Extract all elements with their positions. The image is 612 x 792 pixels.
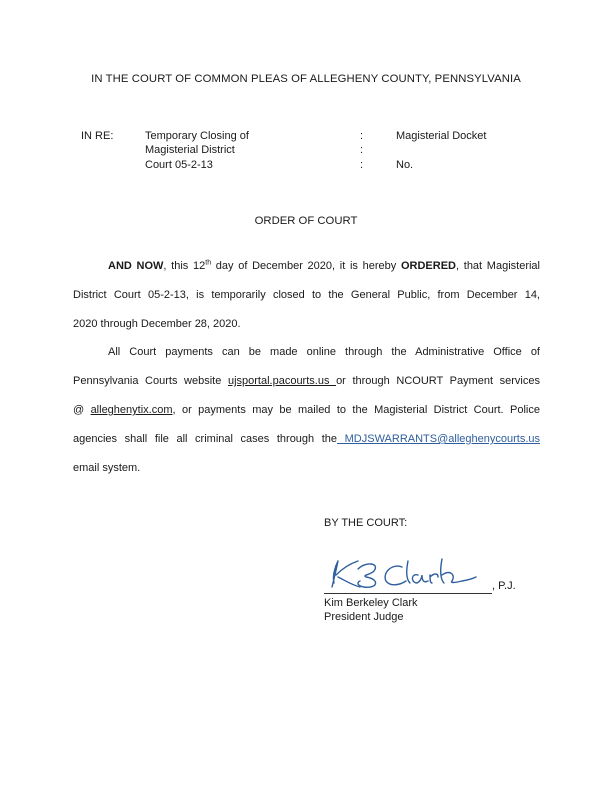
docket-label: Magisterial Docket xyxy=(396,130,487,142)
para2-text-c: @ xyxy=(73,404,91,416)
para2-line-5: email system. xyxy=(73,462,141,474)
para2-text-a: Pennsylvania Courts website xyxy=(73,375,228,387)
signature-line xyxy=(324,593,492,594)
para1-line-1 xyxy=(73,252,540,281)
para1-line-2: District Court 05-2-13, is temporarily closed to the General Public, from December 14, xyxy=(73,289,540,301)
ujsportal-link[interactable]: ujsportal.pacourts.us xyxy=(227,375,337,387)
para2-line-3 xyxy=(73,396,540,425)
judge-signature xyxy=(322,553,482,593)
para2-text-b: or through NCOURT Payment services xyxy=(336,375,540,387)
order-paragraph-2 xyxy=(73,338,540,483)
judge-title: President Judge xyxy=(324,611,404,623)
order-title: ORDER OF COURT xyxy=(254,215,358,227)
caption-line-3: Court 05-2-13 xyxy=(145,159,213,171)
docket-number-label: No. xyxy=(396,159,414,171)
para2-line-4 xyxy=(73,425,540,454)
alleghenytix-link[interactable]: alleghenytix.com xyxy=(90,404,173,416)
para1-text-2: day of December 2020, it is hereby xyxy=(211,260,401,272)
caption-colon-1: : xyxy=(360,130,364,142)
para2-text-d: , or payments may be mailed to the Magisterial District Court. Police xyxy=(172,404,540,416)
and-now-text: AND NOW xyxy=(108,260,164,272)
para2-line-1: All Court payments can be made online through the Administrative Office of xyxy=(108,346,540,358)
pj-suffix: , P.J. xyxy=(492,580,516,592)
para1-text-1: , this 12 xyxy=(163,260,206,272)
caption-colon-3: : xyxy=(360,159,364,171)
para1-text-3: , that Magisterial xyxy=(456,260,540,272)
ordered-text: ORDERED xyxy=(400,260,456,272)
ordinal-suffix: th xyxy=(205,259,212,267)
para1-line-3: 2020 through December 28, 2020. xyxy=(73,318,241,330)
para2-text-e: agencies shall file all criminal cases through the xyxy=(73,433,338,445)
order-paragraph-1 xyxy=(73,252,540,339)
judge-name: Kim Berkeley Clark xyxy=(324,597,418,609)
by-the-court-label: BY THE COURT: xyxy=(324,517,408,529)
caption-line-1: Temporary Closing of xyxy=(145,130,249,142)
mdjswarrants-email-link[interactable]: MDJSWARRANTS@alleghenycourts.us xyxy=(337,433,540,445)
in-re-label: IN RE: xyxy=(81,130,114,142)
court-heading: IN THE COURT OF COMMON PLEAS OF ALLEGHENY COUNTY, PENNSYLVANIA xyxy=(91,73,521,85)
para2-line-2 xyxy=(73,367,540,396)
caption-colon-2: : xyxy=(360,144,364,156)
caption-line-2: Magisterial District xyxy=(145,144,235,156)
